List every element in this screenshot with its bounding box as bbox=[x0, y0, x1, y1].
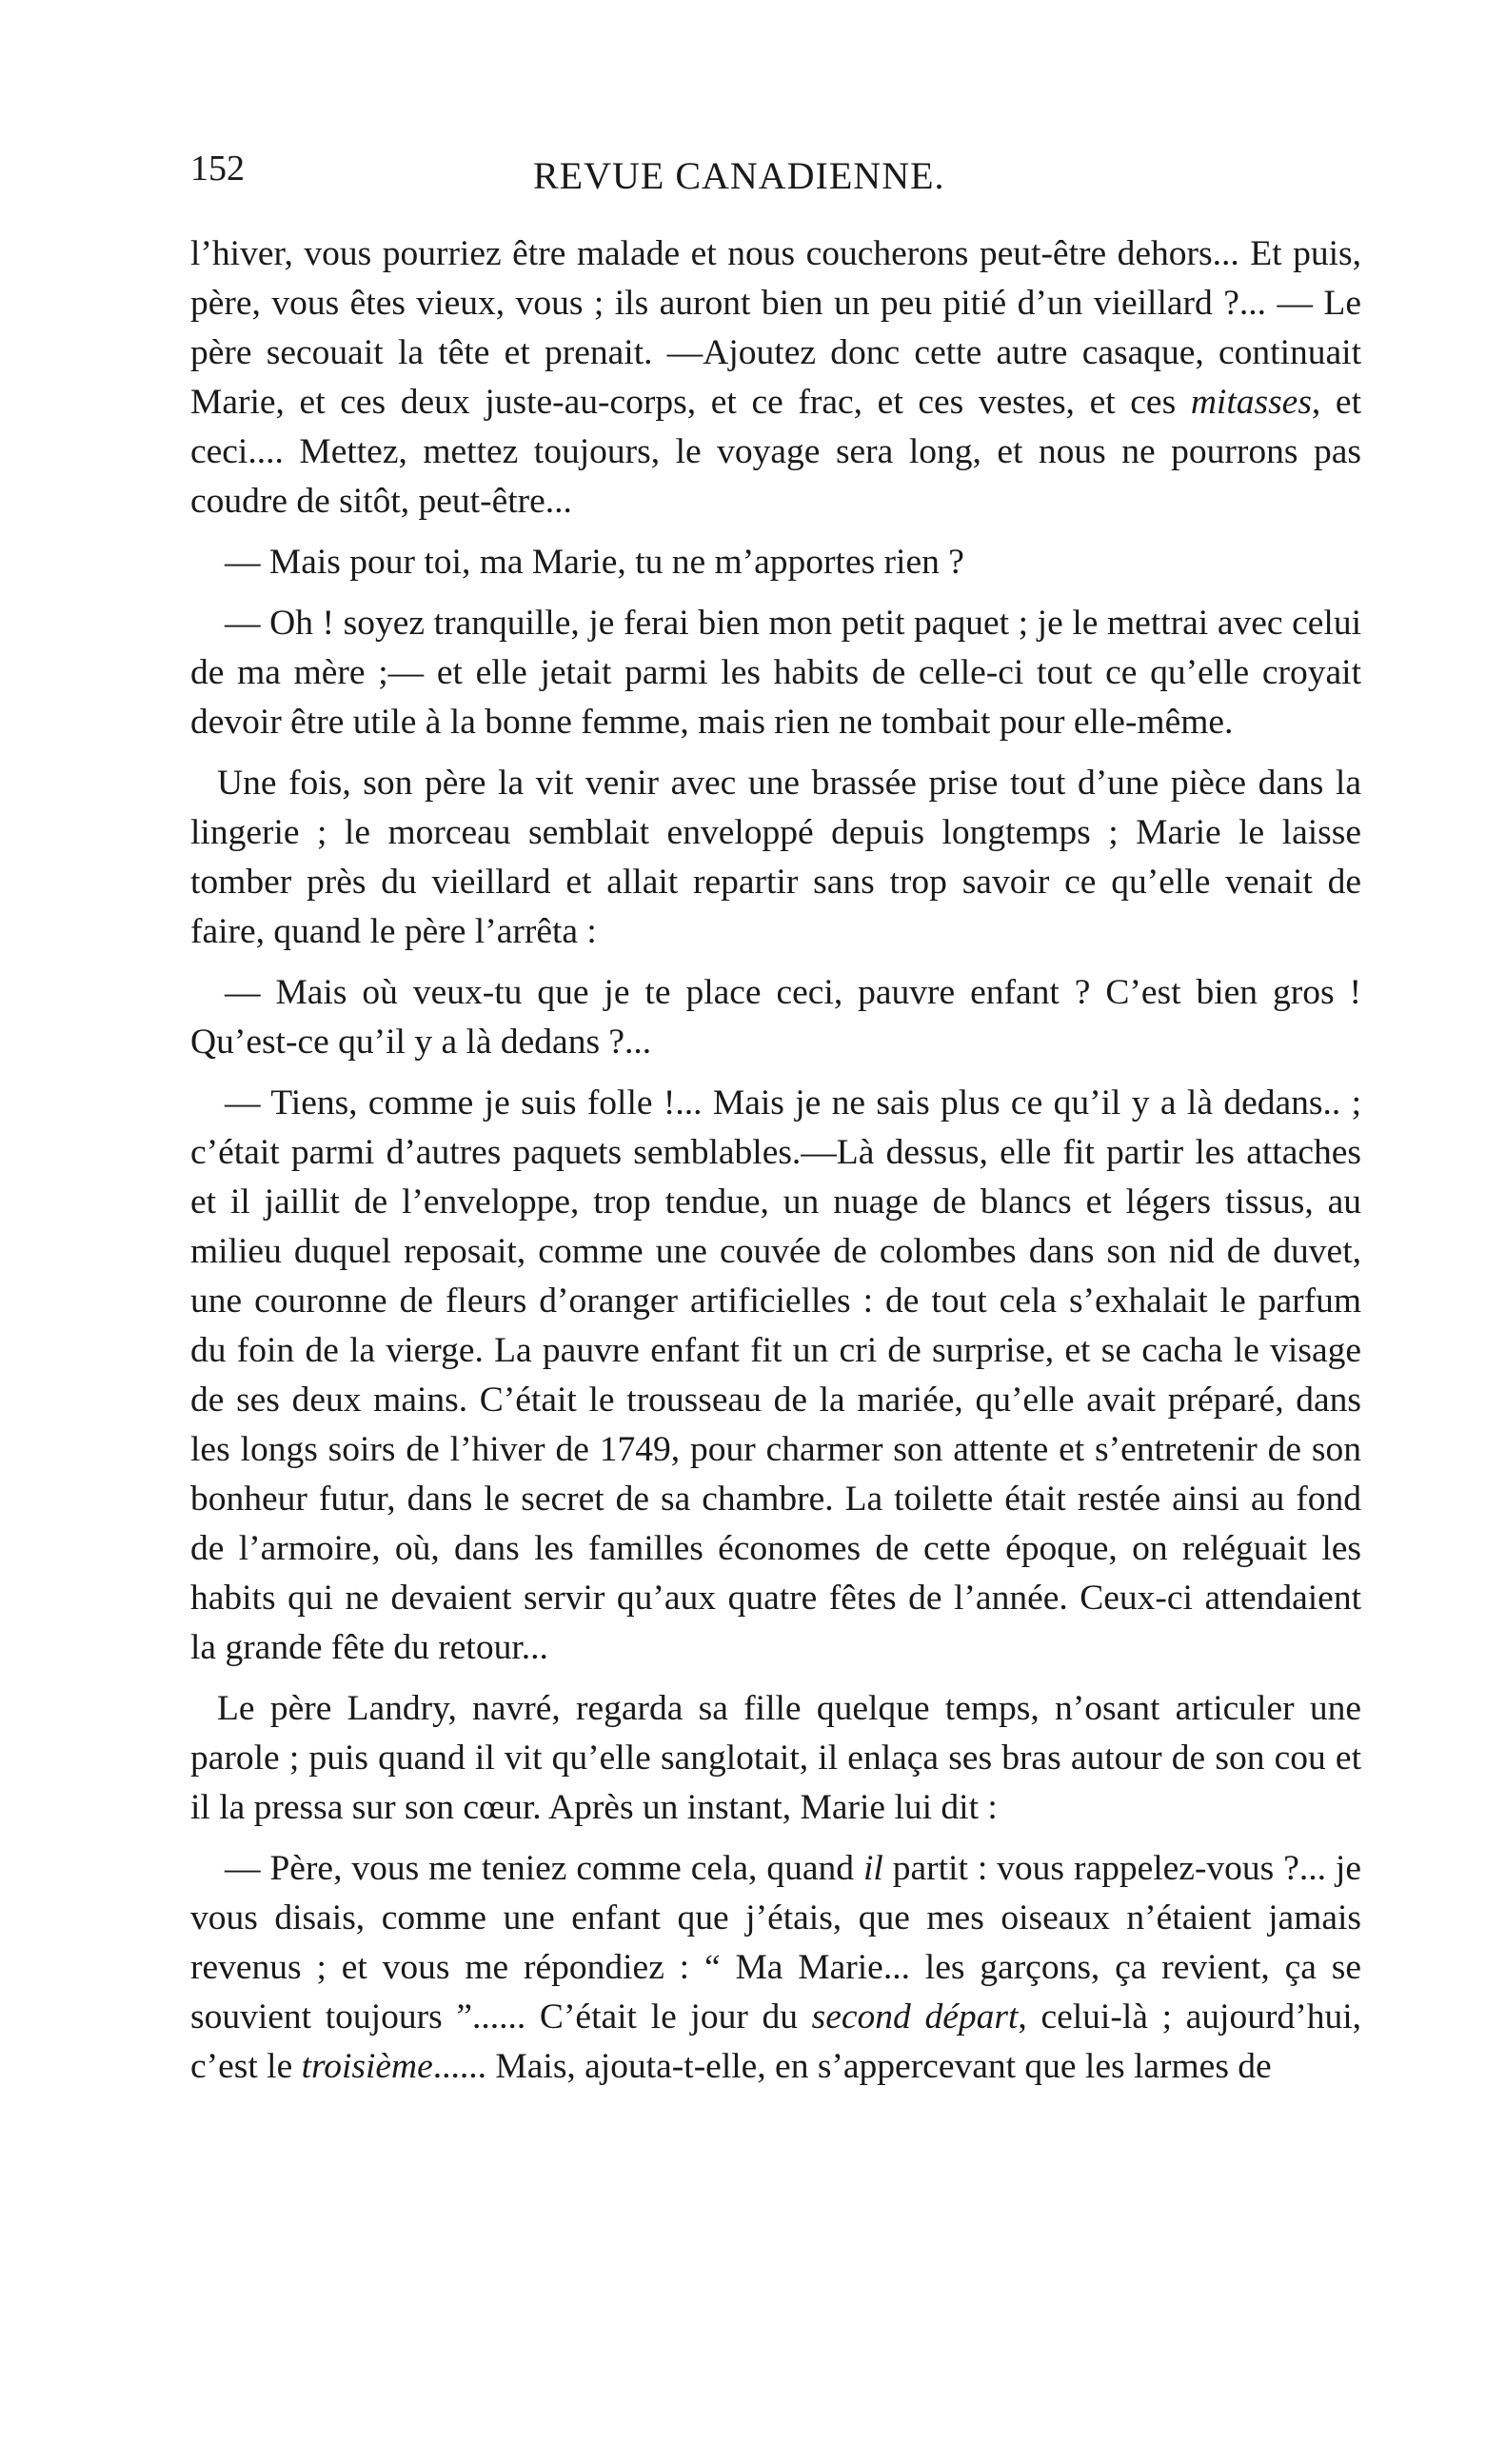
text-run: — Oh ! soyez tranquille, je ferai bien mon petit paquet ; je le mettrai avec celui de ma mère ;— et elle jetait parmi les habits de celle-ci tout ce qu’elle croyait devoir être utile à la bonne femme, mais rien ne tombait pour elle-même. bbox=[190, 604, 1361, 742]
page-header bbox=[190, 148, 1361, 214]
text-run: Une fois, son père la vit venir avec une brassée prise tout d’une pièce dans la lingerie ; le morceau semblait enveloppé depuis longtemps ; Marie le laisse tomber près du vieillard et allait repartir sans trop savoir ce qu’elle venait de faire, quand le père l’arrêta : bbox=[190, 764, 1361, 951]
text-run: , et ceci.... Mettez, mettez toujours, le voyage sera long, et nous ne pourrons pas coudre de sitôt, peut-être... bbox=[190, 383, 1361, 521]
text-run: — Mais où veux-tu que je te place ceci, pauvre enfant ? C’est bien gros ! Qu’est-ce qu’il y a là dedans ?... bbox=[190, 973, 1361, 1062]
paragraph bbox=[190, 599, 1361, 747]
running-title: REVUE CANADIENNE. bbox=[533, 154, 945, 197]
text-run: , celui-là ; aujourd’hui, c’est le bbox=[190, 1997, 1362, 2086]
body-text bbox=[190, 229, 1361, 2092]
paragraph bbox=[190, 1079, 1361, 1673]
italic-text: second départ bbox=[811, 1997, 1019, 2037]
text-run: partit : vous rappelez-vous ?... je vous disais, comme une enfant que j’étais, que mes oiseaux n’étaient jamais revenus ; et vous me répondiez : “ Ma Marie... les garçons, ça revient, ça se souvient toujours ”...... C’était le jour du bbox=[190, 1849, 1361, 2037]
italic-text: troisième bbox=[301, 2047, 433, 2086]
document-page bbox=[190, 148, 1361, 2103]
text-run: l’hiver, vous pourriez être malade et nous coucherons peut-être dehors... Et puis, père, vous êtes vieux, vous ; ils auront bien un peu pitié d’un vieillard ?... — Le père secouait la tête et prenait. —Ajoutez donc cette autre casaque, continuait Marie, et ces deux juste-au-corps, et ce frac, et ces vestes, et ces bbox=[190, 234, 1361, 422]
text-run: Le père Landry, navré, regarda sa fille quelque temps, n’osant articuler une parole ; puis quand il vit qu’elle sanglotait, il enlaça ses bras autour de son cou et il la pressa sur son cœur. Après un instant, Marie lui dit : bbox=[190, 1689, 1361, 1827]
text-run: ...... Mais, ajouta-t-elle, en s’appercevant que les larmes de bbox=[432, 2047, 1272, 2086]
paragraph bbox=[190, 1844, 1361, 2092]
text-run: — Père, vous me teniez comme cela, quand bbox=[225, 1849, 863, 1888]
italic-text: il bbox=[862, 1849, 883, 1888]
paragraph bbox=[190, 229, 1361, 527]
paragraph bbox=[190, 968, 1361, 1067]
italic-text: mitasses bbox=[1190, 383, 1312, 422]
text-run: — Mais pour toi, ma Marie, tu ne m’apportes rien ? bbox=[225, 543, 964, 582]
paragraph bbox=[190, 538, 1361, 587]
page-number: 152 bbox=[190, 149, 245, 189]
text-run: — Tiens, comme je suis folle !... Mais je ne sais plus ce qu’il y a là dedans.. ; c’était parmi d’autres paquets semblables.—Là dessus, elle fit partir les attaches et il jaillit de l’enveloppe, trop tendue, un nuage de blancs et légers tissus, au milieu duquel reposait, comme une couvée de colombes dans son nid de duvet, une couronne de fleurs d’oranger artificielles : de tout cela s’exhalait le parfum du foin de la vierge. La pauvre enfant fit un cri de surprise, et se cacha le visage de ses deux mains. C’était le trousseau de la mariée, qu’elle avait préparé, dans les longs soirs de l’hiver de 1749, pour charmer son attente et s’entretenir de son bonheur futur, dans le secret de sa chambre. La toilette était restée ainsi au fond de l’armoire, où, dans les familles économes de cette époque, on reléguait les habits qui ne devaient servir qu’aux quatre fêtes de l’année. Ceux-ci attendaient la grande fête du retour... bbox=[190, 1083, 1361, 1667]
paragraph bbox=[190, 1684, 1361, 1833]
paragraph bbox=[190, 759, 1361, 957]
